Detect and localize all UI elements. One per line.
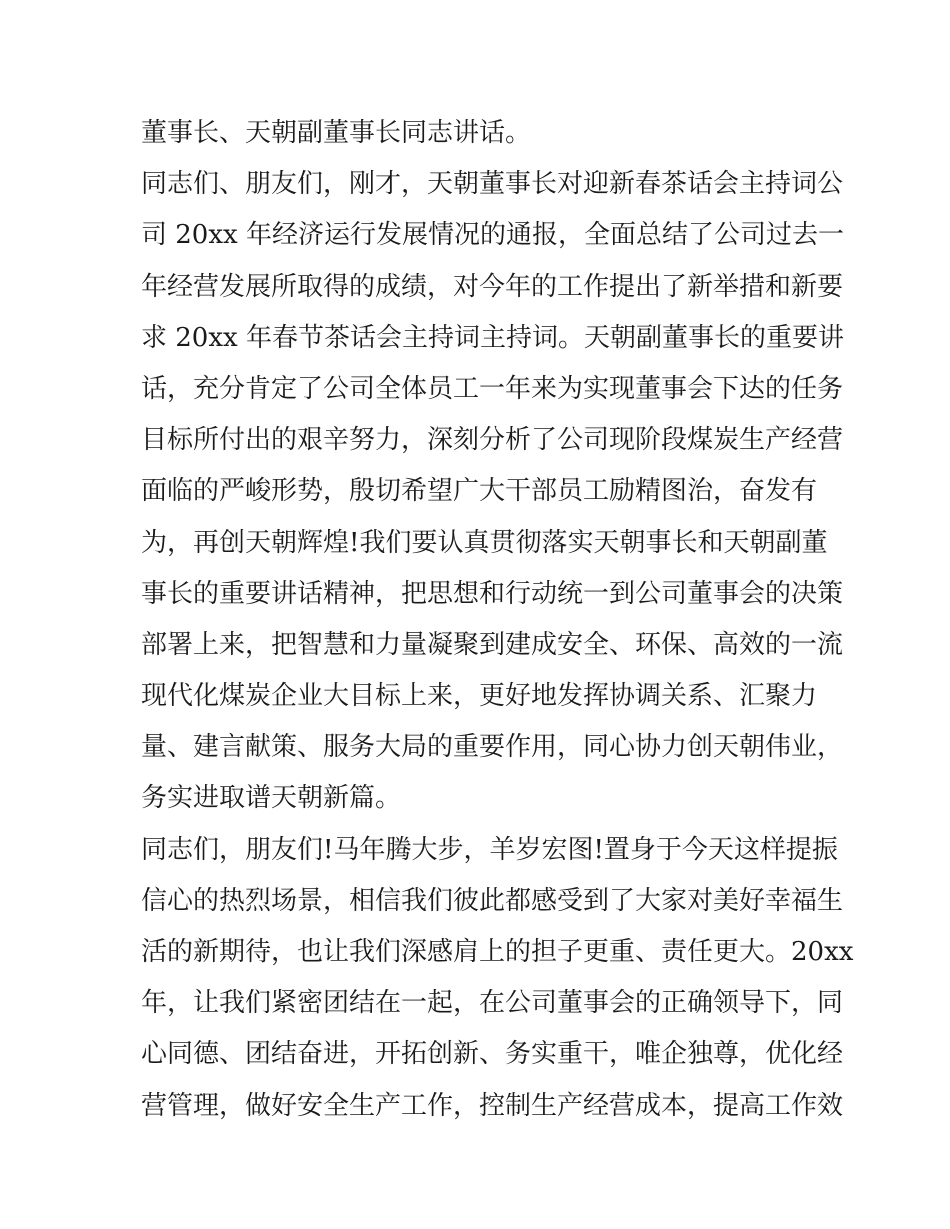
text-line: 量、建言献策、服务大局的重要作用，同心协力创天朝伟业，	[141, 732, 844, 763]
text-line: 年经营发展所取得的成绩，对今年的工作提出了新举措和新要	[141, 271, 844, 302]
text-line: 部署上来，把智慧和力量凝聚到建成安全、环保、高效的一流	[141, 629, 844, 660]
text-line: 董事长、天朝副董事长同志讲话。	[141, 118, 532, 148]
text-line: 事长的重要讲话精神，把思想和行动统一到公司董事会的决策	[141, 578, 844, 609]
text-line: 务实进取谱天朝新篇。	[141, 783, 402, 814]
text-line: 司 20xx 年经济运行发展情况的通报，全面总结了公司过去一	[141, 220, 844, 251]
text-line: 信心的热烈场景，相信我们彼此都感受到了大家对美好幸福生	[141, 885, 844, 916]
text-line: 目标所付出的艰辛努力，深刻分析了公司现阶段煤炭生产经营	[141, 425, 844, 456]
text-line: 营管理，做好安全生产工作，控制生产经营成本，提高工作效	[141, 1090, 844, 1121]
text-line: 面临的严峻形势，殷切希望广大干部员工励精图治，奋发有	[141, 476, 818, 507]
text-line: 为，再创天朝辉煌!我们要认真贯彻落实天朝事长和天朝副董	[141, 527, 828, 558]
text-line: 活的新期待，也让我们深感肩上的担子更重、责任更大。20xx	[141, 937, 854, 967]
text-line: 年，让我们紧密团结在一起，在公司董事会的正确领导下，同	[141, 988, 844, 1019]
text-line: 话，充分肯定了公司全体员工一年来为实现董事会下达的任务	[141, 373, 844, 404]
text-line: 现代化煤炭企业大目标上来，更好地发挥协调关系、汇聚力	[141, 681, 818, 712]
text-line: 同志们，朋友们!马年腾大步，羊岁宏图!置身于今天这样提振	[141, 834, 838, 865]
text-line: 求 20xx 年春节茶话会主持词主持词。天朝副董事长的重要讲	[141, 322, 844, 353]
text-line: 心同德、团结奋进，开拓创新、务实重干，唯企独尊，优化经	[141, 1039, 844, 1070]
text-line: 同志们、朋友们，刚才，天朝董事长对迎新春茶话会主持词公	[141, 169, 844, 200]
body-text	[141, 108, 854, 1132]
